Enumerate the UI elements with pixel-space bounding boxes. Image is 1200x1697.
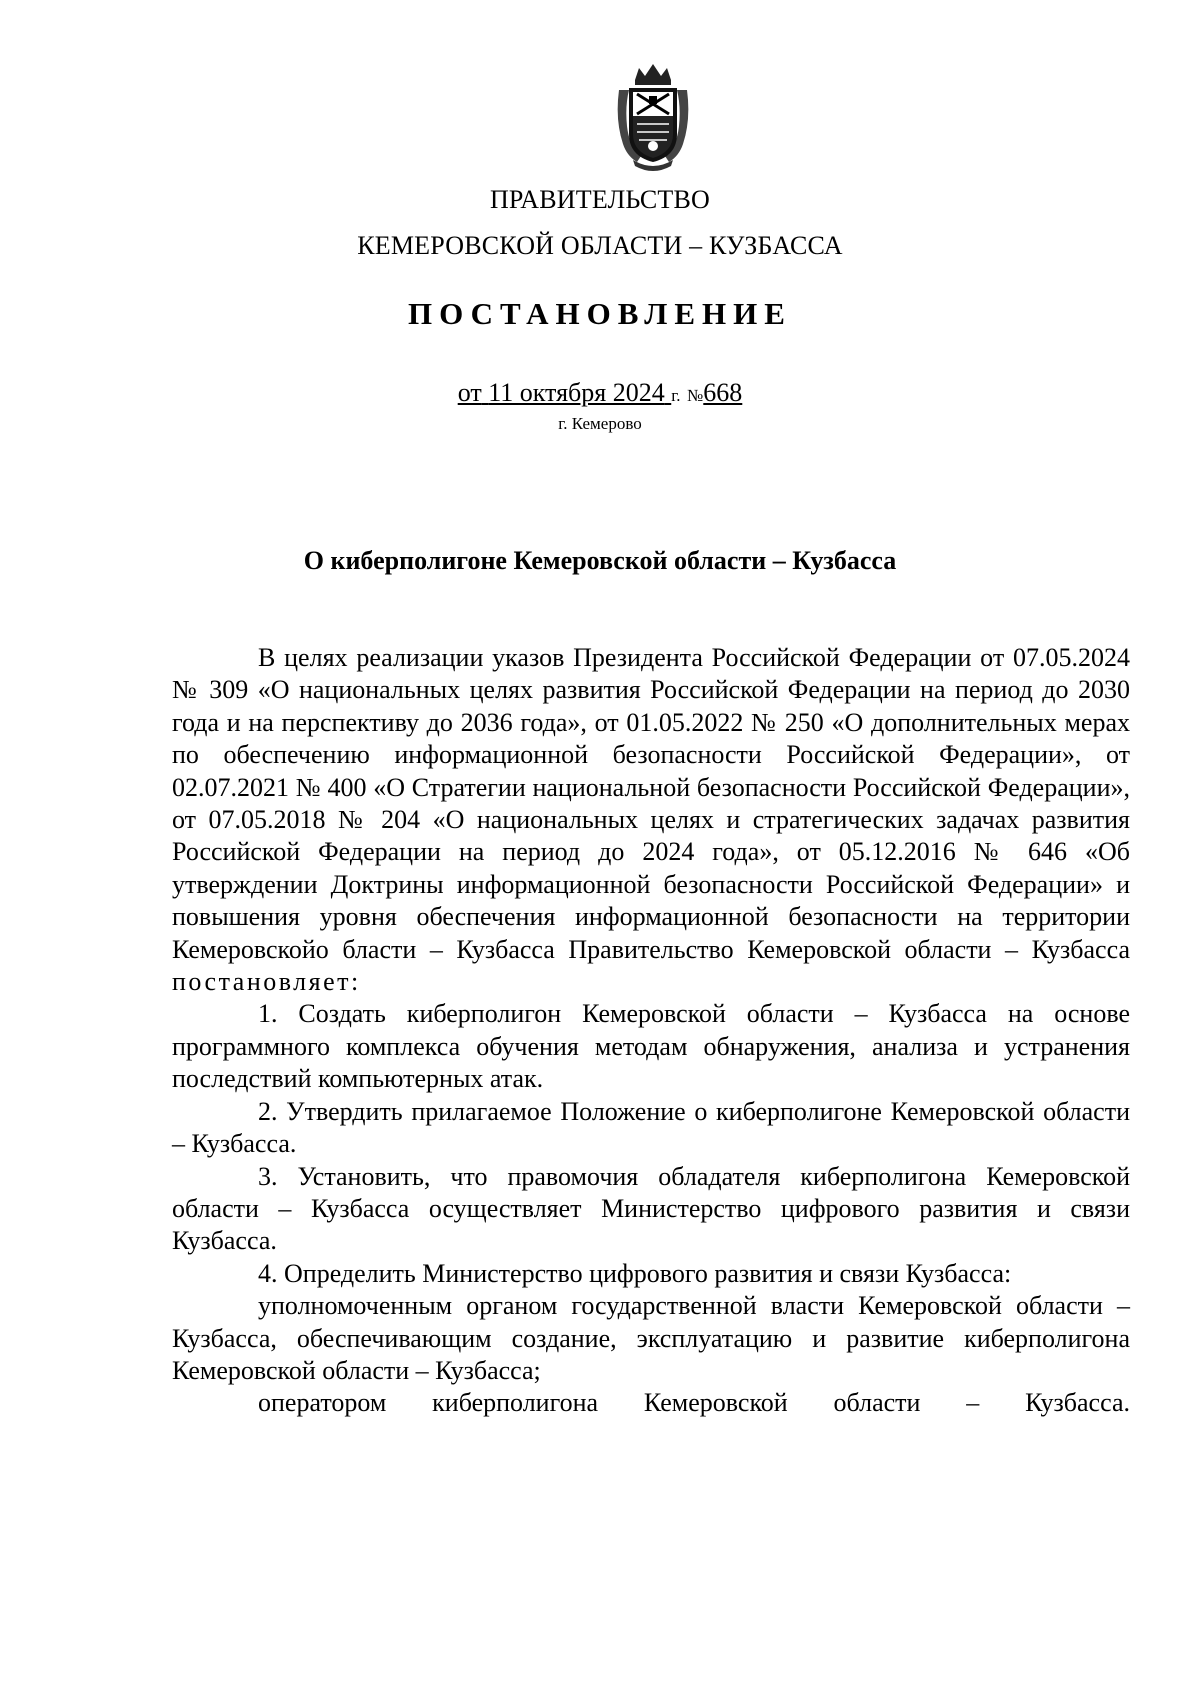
item-4-clause-b: оператором киберполигона Кемеровской области – Кузбасса. — [258, 1388, 1130, 1418]
document-body — [172, 642, 1130, 1420]
preamble-paragraph — [172, 642, 1130, 998]
item-4-clause-a: уполномоченным органом государственной власти Кемеровской области – Кузбасса, обеспечивающим создание, эксплуатацию и развитие киберполигона Кемеровской области – Кузбасса; — [172, 1291, 1130, 1385]
item-2: 2. Утвердить прилагаемое Положение о киберполигоне Кемеровской области – Кузбасса. — [172, 1096, 1130, 1159]
document-title: О киберполигоне Кемеровской области – Кузбасса — [303, 546, 897, 575]
item-1: 1. Создать киберполигон Кемеровской области – Кузбасса на основе программного комплекса обучения методам обнаружения, анализа и устранения последствий компьютерных атак. — [172, 999, 1130, 1094]
resolves-colon: : — [351, 967, 359, 997]
coat-of-arms-icon — [613, 60, 693, 172]
document-date: 11 октября 2024 — [488, 378, 665, 407]
preamble-text: В целях реализации указов Президента Российской Федерации от 07.05.2024 № 309 «О национальных целях развития Российской Федерации на период до 2030 года и на перспективу до 2036 года», от 01.05.2022 № 250 «О дополнительных мерах по обеспечению информационной безопасности Российской Федерации», от 02.07.2021 № 400 «О Стратегии национальной безопасности Российской Федерации», от 07.05.2018 № 204 «О национальных целях и стратегических задачах развития Российской Федерации на период до 2024 года», от 05.12.2016 № 646 «Об утверждении Доктрины информационной безопасности Российской Федерации» и повышения уровня обеспечения информационной безопасности на территории Кемеровскойо бласти – Кузбасса Правительство Кемеровской области – Кузбасса — [172, 643, 1130, 964]
number-sign: № — [687, 386, 704, 405]
item-3: 3. Установить, что правомочия обладателя киберполигона Кемеровской области – Кузбасса осуществляет Министерство цифрового развития и связи Кузбасса. — [172, 1161, 1130, 1256]
government-name-line-1: ПРАВИТЕЛЬСТВО — [489, 185, 711, 214]
date-prefix: от — [457, 378, 482, 407]
item-4: 4. Определить Министерство цифрового развития и связи Кузбасса: — [258, 1258, 1012, 1288]
document-city: г. Кемерово — [558, 414, 642, 433]
document-type: ПОСТАНОВЛЕНИЕ — [408, 296, 792, 331]
government-name-line-2: КЕМЕРОВСКОЙ ОБЛАСТИ – КУЗБАССА — [357, 231, 843, 260]
document-number: 668 — [703, 378, 743, 407]
year-suffix: г. — [671, 386, 681, 405]
document-date-number — [0, 378, 1200, 411]
resolves-word: постановляет — [172, 967, 352, 997]
